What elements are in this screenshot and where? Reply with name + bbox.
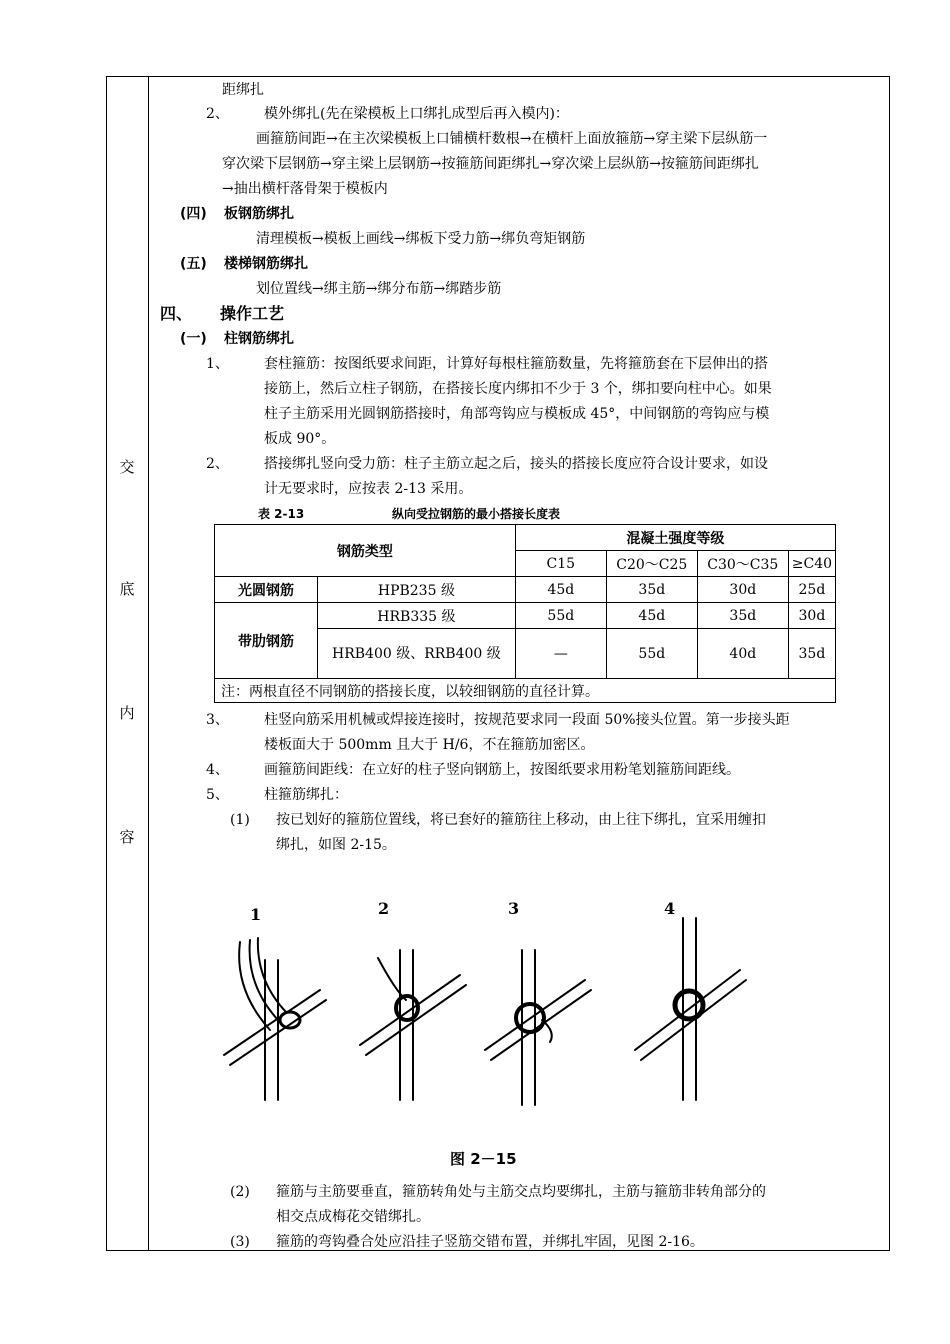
grade-c15: C15 xyxy=(515,551,606,577)
table-cell: 35d xyxy=(788,629,835,679)
text-line: 板成 90°。 xyxy=(264,431,336,447)
table-cell: 55d xyxy=(515,603,606,629)
header-steel-type: 钢筋类型 xyxy=(215,525,516,577)
item-number: 1、 xyxy=(206,356,229,372)
text-line: →抽出横杆落骨架于模板内 xyxy=(222,181,388,197)
row-group-label: 光圆钢筋 xyxy=(215,577,318,603)
text-line: 柱子主筋采用光圆钢筋搭接时，角部弯钩应与模板成 45°，中间钢筋的弯钩应与模 xyxy=(264,406,770,422)
row-type: HRB335 级 xyxy=(318,603,516,629)
binding-step-4 xyxy=(635,918,746,1100)
grade-c20-c25: C20～C25 xyxy=(606,551,697,577)
text-line: 搭接绑扎竖向受力筋：柱子主筋立起之后，接头的搭接长度应符合设计要求，如设 xyxy=(264,456,768,472)
chapter-number: 四、 xyxy=(160,304,193,323)
text-line: 模外绑扎(先在梁模板上口绑扎成型后再入模内)： xyxy=(264,106,569,122)
text-line: 计无要求时，应按表 2-13 采用。 xyxy=(264,481,473,497)
text-line: 穿次梁下层钢筋→穿主梁上层钢筋→按箍筋间距绑扎→穿次梁上层纵筋→按箍筋间距绑扎 xyxy=(222,156,759,172)
column-divider xyxy=(148,76,149,1251)
table-cell: — xyxy=(515,629,606,679)
figure-caption: 图 2－15 xyxy=(450,1150,517,1168)
section-heading: 柱钢筋绑扎 xyxy=(224,331,294,347)
text-line: 划位置线→绑主筋→绑分布筋→绑踏步筋 xyxy=(256,281,502,297)
text-line: 相交点成梅花交错绑扎。 xyxy=(276,1209,430,1225)
side-label-1: 交 xyxy=(119,458,135,476)
text-line: 箍筋的弯钩叠合处应沿挂子竖筋交错布置，并绑扎牢固，见图 2-16。 xyxy=(276,1234,704,1250)
lap-length-table xyxy=(214,524,836,703)
chapter-heading: 操作工艺 xyxy=(220,304,285,323)
row-group-label: 带肋钢筋 xyxy=(215,603,318,679)
table-cell: 45d xyxy=(515,577,606,603)
table-caption-title: 纵向受拉钢筋的最小搭接长度表 xyxy=(392,507,561,521)
table-caption-number: 表 2-13 xyxy=(258,507,305,521)
side-label-4: 容 xyxy=(119,828,135,846)
item-number: 5、 xyxy=(206,787,229,803)
table-cell: 45d xyxy=(606,603,697,629)
section-number: (五) xyxy=(180,256,207,272)
text-line: 箍筋与主筋要垂直，箍筋转角处与主筋交点均要绑扎，主筋与箍筋非转角部分的 xyxy=(276,1184,766,1200)
text-line: 清理模板→模板上画线→绑板下受力筋→绑负弯矩钢筋 xyxy=(256,231,586,247)
grade-c40: ≥C40 xyxy=(788,551,835,577)
table-cell: 55d xyxy=(606,629,697,679)
section-heading: 板钢筋绑扎 xyxy=(224,206,294,222)
figure-label-2: 2 xyxy=(378,899,390,918)
table-cell: 30d xyxy=(697,577,788,603)
binding-step-3 xyxy=(485,950,591,1105)
table-cell: 40d xyxy=(697,629,788,679)
text-line: 楼板面大于 500mm 且大于 H/6，不在箍筋加密区。 xyxy=(264,737,595,753)
item-number: 4、 xyxy=(206,762,229,778)
item-number: 3、 xyxy=(206,712,229,728)
table-cell: 25d xyxy=(788,577,835,603)
figure-label-3: 3 xyxy=(508,899,520,918)
text-line: 接筋上，然后立柱子钢筋，在搭接长度内绑扣不少于 3 个，绑扣要向柱中心。如果 xyxy=(264,381,772,397)
text-line: 柱竖向筋采用机械或焊接连接时，按规范要求同一段面 50%接头位置。第一步接头距 xyxy=(264,712,790,728)
section-heading: 楼梯钢筋绑扎 xyxy=(224,256,308,272)
figure-label-4: 4 xyxy=(664,899,676,918)
text-line: 画箍筋间距线：在立好的柱子竖向钢筋上，按图纸要求用粉笔划箍筋间距线。 xyxy=(264,762,740,778)
item-number: 2、 xyxy=(206,106,229,122)
text-line: 画箍筋间距→在主次梁模板上口铺横杆数根→在横杆上面放箍筋→穿主梁下层纵筋一 xyxy=(256,131,768,147)
grade-c30-c35: C30～C35 xyxy=(697,551,788,577)
table-note: 注：两根直径不同钢筋的搭接长度，以较细钢筋的直径计算。 xyxy=(215,679,836,703)
header-concrete-grade: 混凝土强度等级 xyxy=(515,525,835,551)
table-cell: 30d xyxy=(788,603,835,629)
section-number: (四) xyxy=(180,206,207,222)
text-line: 柱箍筋绑扎： xyxy=(264,787,348,803)
binding-step-1 xyxy=(224,938,326,1100)
table-cell: 35d xyxy=(697,603,788,629)
text-line: 距绑扎 xyxy=(222,82,264,98)
side-label-2: 底 xyxy=(119,580,135,598)
section-number: (一) xyxy=(180,331,207,347)
side-label-3: 内 xyxy=(119,704,135,722)
table-cell: 35d xyxy=(606,577,697,603)
figure-label-1: 1 xyxy=(250,905,262,924)
text-line: 按已划好的箍筋位置线，将已套好的箍筋往上移动，由上往下绑扎，宜采用缠扣 xyxy=(276,812,766,828)
row-type: HPB235 级 xyxy=(318,577,516,603)
sub-item-number: (2) xyxy=(230,1184,250,1200)
sub-item-number: (3) xyxy=(230,1234,250,1250)
item-number: 2、 xyxy=(206,456,229,472)
sub-item-number: (1) xyxy=(230,812,250,828)
text-line: 套柱箍筋：按图纸要求间距，计算好每根柱箍筋数量，先将箍筋套在下层伸出的搭 xyxy=(264,356,768,372)
row-type: HRB400 级、RRB400 级 xyxy=(318,629,516,679)
binding-step-2 xyxy=(360,950,466,1100)
binding-steps-figure xyxy=(210,880,810,1140)
text-line: 绑扎，如图 2-15。 xyxy=(276,837,396,853)
